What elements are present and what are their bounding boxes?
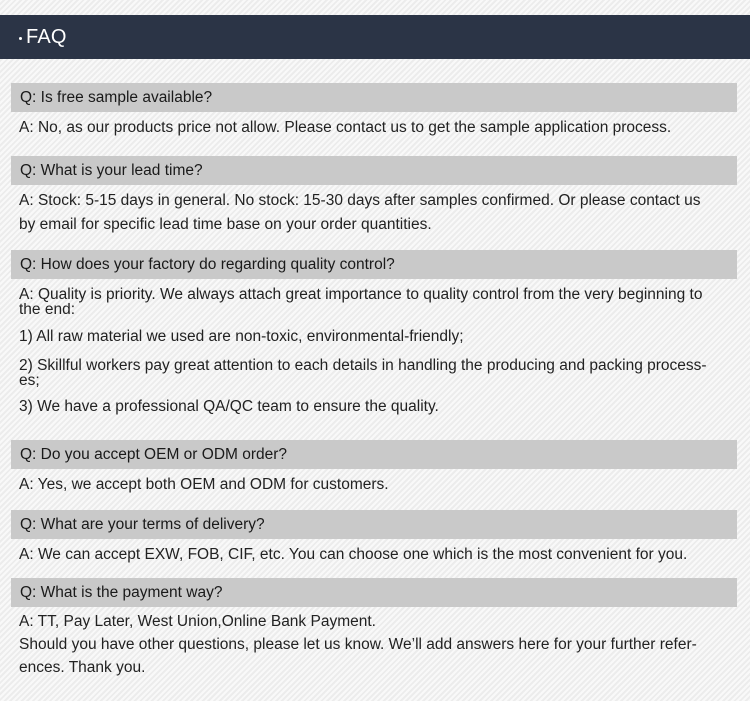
faq-question-oem-odm: Q: Do you accept OEM or ODM order? [11, 440, 737, 469]
faq-answer-line: the end: [19, 303, 76, 317]
faq-answer-line: 2) Skillful workers pay great attention to each details in handling the producing and packing process- [19, 357, 707, 374]
faq-answer-line: A: Quality is priority. We always attach great importance to quality control from the very beginning to [19, 286, 703, 303]
faq-answer-line: A: Yes, we accept both OEM and ODM for customers. [19, 476, 389, 493]
faq-question-payment: Q: What is the payment way? [11, 578, 737, 607]
faq-question-delivery-terms: Q: What are your terms of delivery? [11, 510, 737, 539]
faq-answer-line: A: No, as our products price not allow. Please contact us to get the sample application process. [19, 119, 672, 136]
faq-question-lead-time: Q: What is your lead time? [11, 156, 737, 185]
faq-answer-line: es; [19, 374, 40, 388]
faq-answer-line: by email for specific lead time base on your order quantities. [19, 216, 432, 233]
faq-question-sample: Q: Is free sample available? [11, 83, 737, 112]
faq-answer-line: A: Stock: 5-15 days in general. No stock: 15-30 days after samples confirmed. Or please contact us [19, 192, 701, 209]
faq-answer-line: 1) All raw material we used are non-toxic, environmental-friendly; [19, 328, 464, 345]
page-title: FAQ [26, 25, 67, 48]
faq-answer-line: A: We can accept EXW, FOB, CIF, etc. You can choose one which is the most convenient for you. [19, 546, 688, 563]
faq-answer-line: ences. Thank you. [19, 659, 146, 676]
faq-answer-line: A: TT, Pay Later, West Union,Online Bank Payment. [19, 613, 376, 630]
faq-answer-line: Should you have other questions, please let us know. We’ll add answers here for your further refer- [19, 636, 697, 653]
faq-answer-line: 3) We have a professional QA/QC team to ensure the quality. [19, 398, 439, 415]
faq-question-quality-control: Q: How does your factory do regarding quality control? [11, 250, 737, 279]
